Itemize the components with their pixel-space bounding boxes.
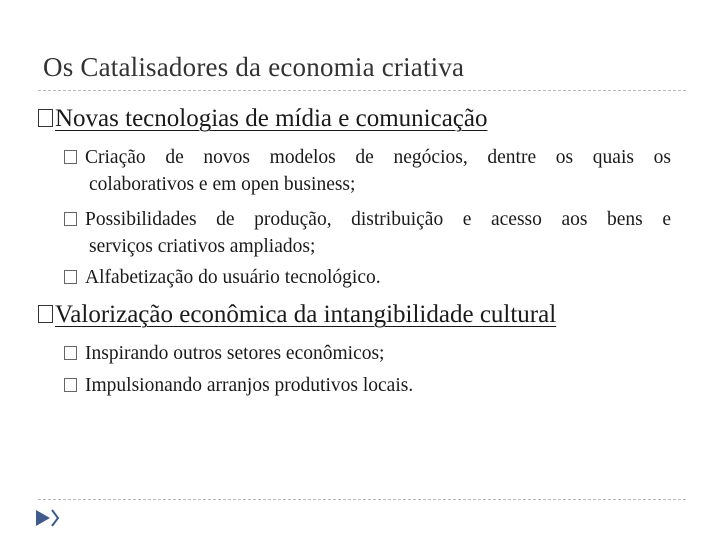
bottom-divider [38, 499, 686, 500]
checkbox-square-icon [64, 150, 77, 164]
checkbox-square-icon [64, 378, 77, 392]
list-item [64, 372, 671, 399]
section-heading-text: Novas tecnologias de mídia e comunicação [55, 105, 488, 132]
list-item [64, 144, 671, 198]
list-item-text-continued: colaborativos e em open business; [89, 174, 356, 195]
list-item-text: Alfabetização do usuário tecnológico. [85, 267, 381, 288]
slide-title: Os Catalisadores da economia criativa [43, 52, 465, 82]
checkbox-square-icon [64, 346, 77, 360]
top-divider [38, 90, 686, 91]
list-item [64, 340, 671, 367]
list-item-text: Criação de novos modelos de negócios, dentre os quais os [85, 147, 671, 168]
checkbox-square-icon [38, 305, 53, 323]
list-item-text: Possibilidades de produção, distribuição e acesso aos bens e [85, 209, 671, 230]
section-heading-cultural-intangibility [38, 301, 556, 329]
list-item [64, 206, 671, 260]
next-arrow-icon[interactable] [34, 508, 60, 528]
checkbox-square-icon [64, 270, 77, 284]
list-item [64, 264, 671, 291]
section-heading-text: Valorização econômica da intangibilidade cultural [55, 301, 557, 328]
list-item-text: Inspirando outros setores econômicos; [85, 343, 385, 364]
list-item-text-continued: serviços criativos ampliados; [89, 236, 316, 257]
checkbox-square-icon [38, 109, 53, 127]
section-heading-new-technologies [38, 105, 487, 133]
list-item-text: Impulsionando arranjos produtivos locais. [85, 375, 414, 396]
checkbox-square-icon [64, 212, 77, 226]
